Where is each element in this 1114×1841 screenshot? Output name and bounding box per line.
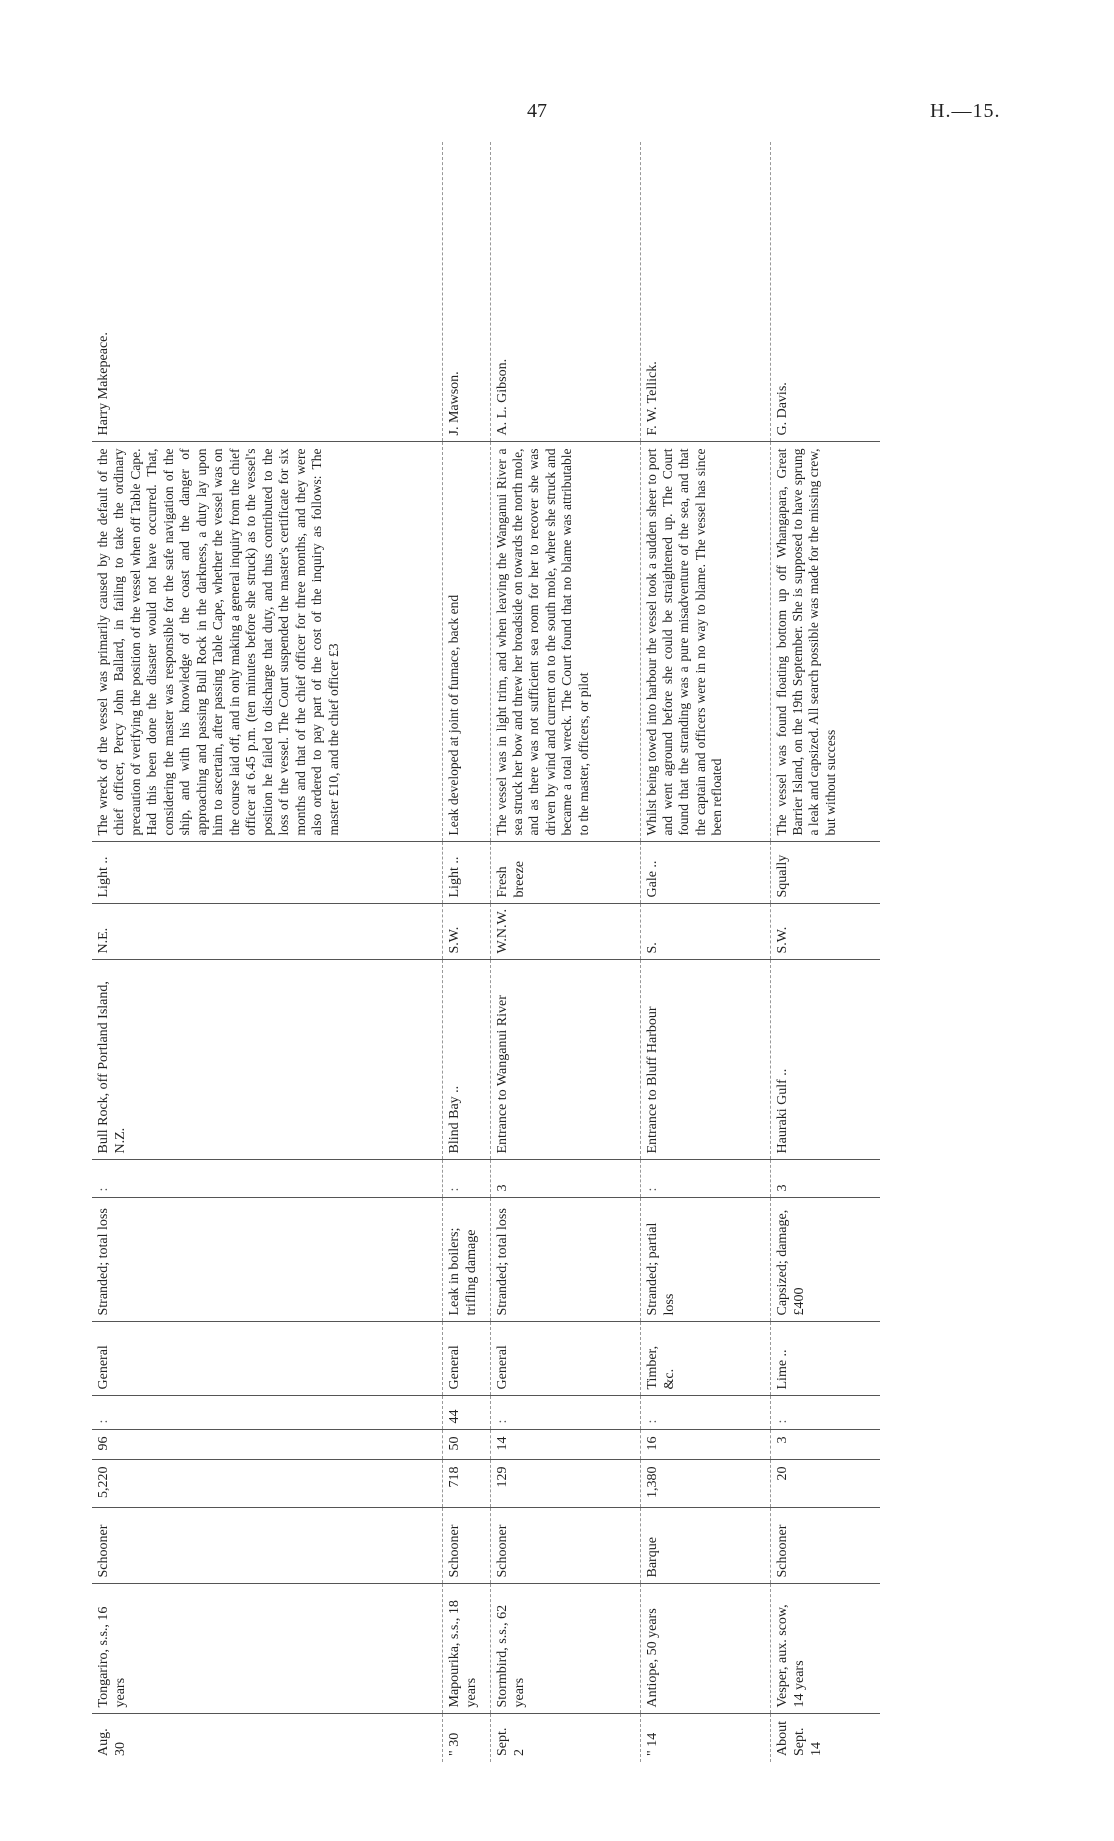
place-cell: Hauraki Gulf .. [770, 960, 880, 1160]
rig-cell: Schooner [490, 1508, 640, 1584]
crew-cell: : [92, 1396, 442, 1430]
wind-direction-cell: W.N.W. [490, 904, 640, 960]
vessel-cell: Vesper, aux. scow, 14 years [770, 1584, 880, 1714]
place-cell: Entrance to Wanganui River [490, 960, 640, 1160]
casualty-table-rotated [92, 142, 1002, 1762]
cargo-cell: General [92, 1322, 442, 1396]
rig-cell: Schooner [770, 1508, 880, 1584]
officer-cell: Harry Makepeace. [96, 332, 111, 436]
place-cell: Blind Bay .. [442, 960, 490, 1160]
tonnage-cell: 718 [442, 1460, 490, 1508]
lives-lost-cell: 3 [490, 1160, 640, 1198]
date-cell: " 14 [640, 1714, 770, 1762]
crew-cell: : [490, 1396, 640, 1430]
date-cell: " 30 [442, 1714, 490, 1762]
table-row [490, 142, 640, 1762]
date-cell: Aug. 30 [92, 1714, 442, 1762]
lives-lost-cell: : [640, 1160, 770, 1198]
crew-cell: : [770, 1396, 880, 1430]
wind-force-cell: Light .. [92, 842, 442, 904]
table-row [640, 142, 770, 1762]
cause-cell: Whilst being towed into harbour the vessel took a sudden sheer to port and went aground before she could be straightened up. The Court found that the stranding was a pure misadventure of the sea, and that the captain and officers were in no way to blame. The vessel has since been refloated [640, 442, 770, 842]
casualty-table [92, 142, 880, 1762]
vessel-cell: Mapourika, s.s., 18 years [442, 1584, 490, 1714]
lives-lost-cell: : [92, 1160, 442, 1198]
horsepower-cell: 96 [92, 1430, 442, 1460]
wind-direction-cell: S.W. [770, 904, 880, 960]
nature-cell: Leak in boilers; trifling damage [442, 1198, 490, 1322]
rig-cell: Schooner [442, 1508, 490, 1584]
document-code: H.—15. [930, 100, 1001, 122]
horsepower-cell: 50 [442, 1430, 490, 1460]
tonnage-cell: 5,220 [92, 1460, 442, 1508]
wind-force-cell: Gale .. [640, 842, 770, 904]
horsepower-cell: 3 [770, 1430, 880, 1460]
vessel-cell: Tongariro, s.s., 16 years [92, 1584, 442, 1714]
wind-force-cell: Fresh breeze [490, 842, 640, 904]
nature-cell: Capsized; damage, £400 [770, 1198, 880, 1322]
wind-direction-cell: N.E. [92, 904, 442, 960]
nature-cell: Stranded; partial loss [640, 1198, 770, 1322]
rig-cell: Barque [640, 1508, 770, 1584]
nature-cell: Stranded; total loss [92, 1198, 442, 1322]
rig-cell: Schooner [92, 1508, 442, 1584]
cargo-cell: Lime .. [770, 1322, 880, 1396]
table-row [770, 142, 880, 1762]
page-number: 47 [527, 100, 547, 122]
table-row [442, 142, 490, 1762]
officer-cell: F. W. Tellick. [644, 361, 660, 436]
vessel-cell: Stormbird, s.s., 62 years [490, 1584, 640, 1714]
wind-force-cell: Squally [770, 842, 880, 904]
lives-lost-cell: 3 [770, 1160, 880, 1198]
table-row [92, 142, 442, 1762]
place-cell: Bull Rock, off Portland Island, N.Z. [92, 960, 442, 1160]
wind-direction-cell: S.W. [442, 904, 490, 960]
tonnage-cell: 20 [770, 1460, 880, 1508]
officer-cell: G. Davis. [774, 382, 790, 436]
horsepower-cell: 14 [490, 1430, 640, 1460]
cause-cell: Leak developed at joint of furnace, back end [442, 442, 490, 842]
crew-cell: 44 [442, 1396, 490, 1430]
officer-cell: J. Mawson. [446, 371, 462, 436]
nature-cell: Stranded; total loss [490, 1198, 640, 1322]
horsepower-cell: 16 [640, 1430, 770, 1460]
place-cell: Entrance to Bluff Harbour [640, 960, 770, 1160]
date-cell: Sept. 2 [490, 1714, 640, 1762]
wind-force-cell: Light .. [442, 842, 490, 904]
date-cell: About Sept. 14 [770, 1714, 880, 1762]
tonnage-cell: 129 [490, 1460, 640, 1508]
crew-cell: : [640, 1396, 770, 1430]
cargo-cell: Timber, &c. [640, 1322, 770, 1396]
cause-cell: The vessel was in light trim, and when leaving the Wanganui River a sea struck her bow and threw her broadside on towards the north mole, and as there was not sufficient sea room for her to recover she was driven by wind and current on to the south mole, where she struck and became a total wreck. The Court found that no blame was attributable to the master, officers, or pilot [490, 442, 640, 842]
officer-cell: A. L. Gibson. [494, 358, 510, 436]
vessel-cell: Antiope, 50 years [640, 1584, 770, 1714]
cargo-cell: General [442, 1322, 490, 1396]
cause-cell: The vessel was found floating bottom up off Whangapara, Great Barrier Island, on the 19th September. She is supposed to have sprung a leak and capsized. All search possible was made for the missing crew, but without success [770, 442, 880, 842]
lives-lost-cell: : [442, 1160, 490, 1198]
wind-direction-cell: S. [640, 904, 770, 960]
cargo-cell: General [490, 1322, 640, 1396]
cause-cell: The wreck of the vessel was primarily caused by the default of the chief officer, Percy John Ballard, in failing to take the ordinary precaution of verifying the position of the vessel when off Table Cape. Had this been done the disaster would not have occurred. That, considering the master was responsible for the safe navigation of the ship, and with his knowledge of the coast and the danger of approaching and passing Bull Rock in the darkness, a duty lay upon him to ascertain, after passing Table Cape, whether the vessel was on the course laid off, and in only making a general inquiry from the chief officer at 6.45 p.m. (ten minutes before she struck) as to the vessel's position he failed to discharge that duty, and thus contributed to the loss of the vessel. The Court suspended the master's certificate for six months and that of the chief officer for three months, and they were also ordered to pay part of the cost of the inquiry as follows: The master £10, and the chief officer £3 [92, 442, 442, 842]
tonnage-cell: 1,380 [640, 1460, 770, 1508]
